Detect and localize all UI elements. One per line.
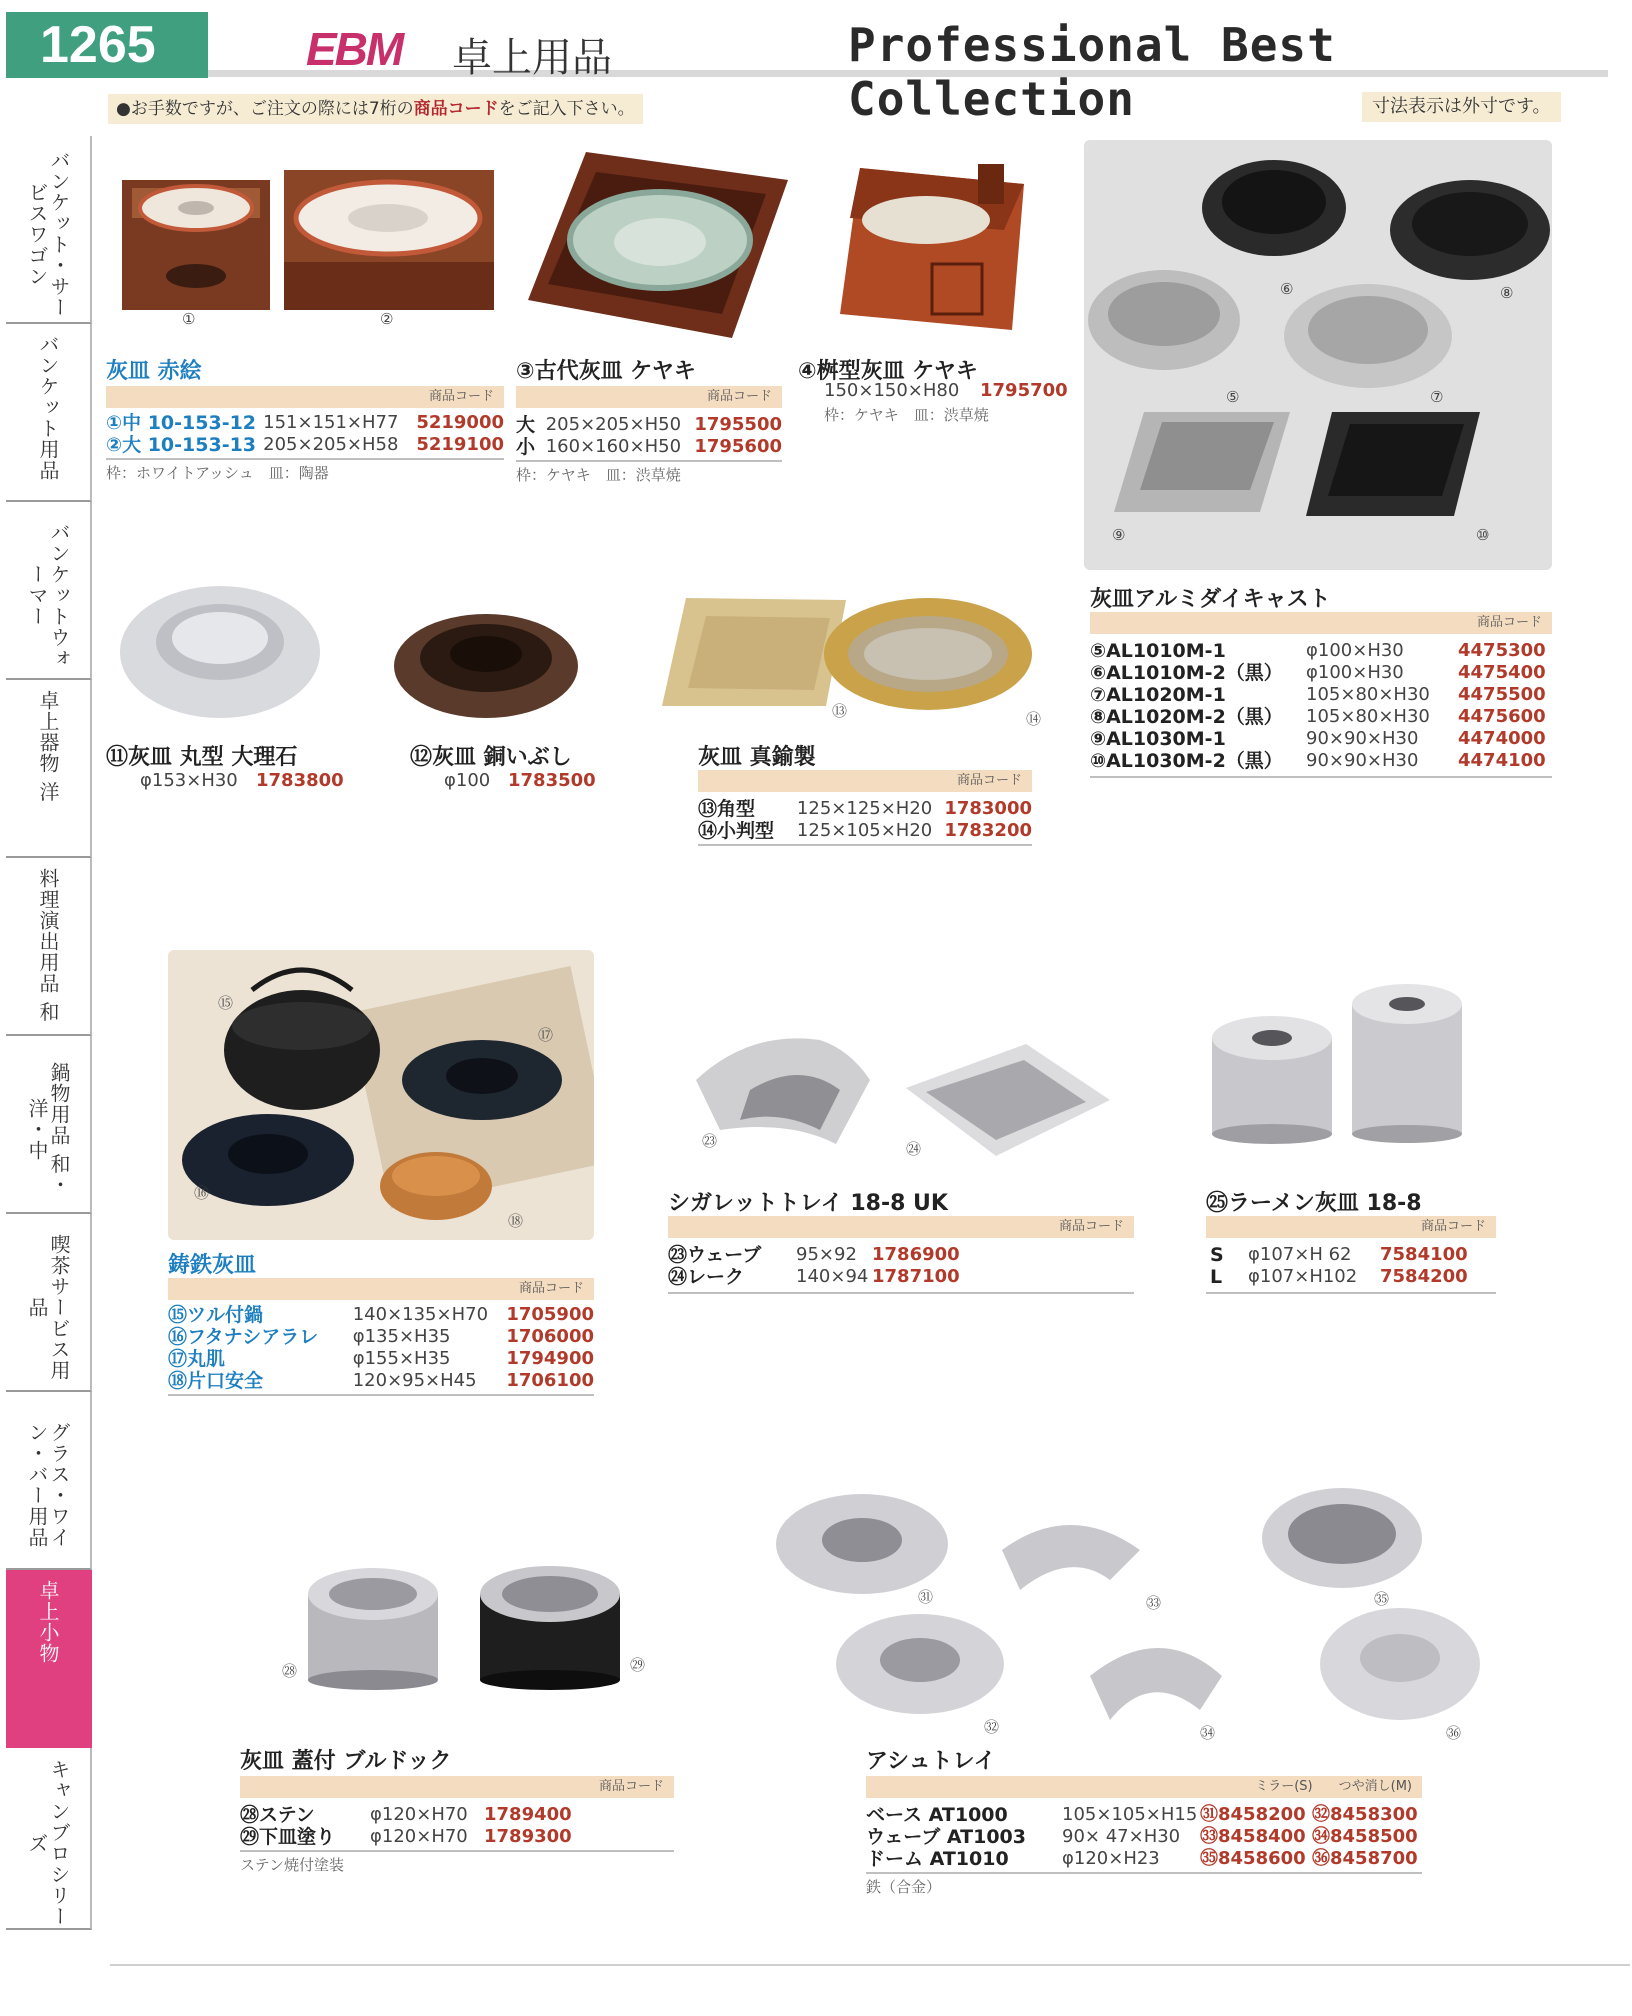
sidebar-item-cuisine-japanese[interactable] — [6, 858, 92, 1036]
table-row — [1210, 1244, 1496, 1266]
table-row — [866, 1848, 1422, 1870]
row-code-mirror: ㉝8458400 — [1200, 1826, 1306, 1847]
item-label-29: ㉙ — [630, 1656, 646, 1674]
divider — [240, 1850, 674, 1852]
item-label-18: ⑱ — [508, 1212, 524, 1230]
divider — [668, 1292, 1134, 1294]
row-name: ⑰丸肌 — [168, 1348, 226, 1370]
item-label-9: ⑨ — [1112, 526, 1126, 544]
row-size: φ100×H30 — [1306, 640, 1404, 661]
item-label-15: ⑮ — [218, 994, 234, 1012]
cigarette-tray-image — [690, 1020, 1120, 1160]
row-code: 4475600 — [1458, 706, 1546, 727]
sidebar-item-pot-goods[interactable] — [6, 1036, 92, 1214]
row-size: φ100×H30 — [1306, 662, 1404, 683]
item-label-6: ⑥ — [1280, 280, 1294, 298]
row-size: φ153×H30 — [140, 770, 238, 791]
row-name: L — [1210, 1266, 1223, 1288]
product-title-marble: ⑪灰皿 丸型 大理石 — [106, 745, 298, 770]
material-note: 枠：ケヤキ 皿：渋草焼 — [516, 466, 681, 484]
row-code-matte: ㉜8458300 — [1312, 1804, 1418, 1825]
product-title-masu: ④桝型灰皿 ケヤキ — [798, 359, 978, 384]
sidebar-label: キャンブロシリーズ — [25, 1759, 71, 1927]
sidebar-item-cafe-service[interactable] — [6, 1214, 92, 1392]
item-label-23: ㉓ — [702, 1132, 718, 1150]
table-row — [824, 380, 1068, 402]
row-name: ⑭小判型 — [698, 820, 775, 842]
item-label-2: ② — [380, 310, 394, 328]
row-size: 125×105×H20 — [796, 820, 933, 841]
akae-ashtray-image — [118, 166, 498, 316]
row-code: 1789300 — [484, 1826, 572, 1847]
row-code: 4475500 — [1458, 684, 1546, 705]
sidebar-item-banquet-wagon[interactable] — [6, 136, 92, 324]
aluminium-ashtray-photo — [1084, 140, 1552, 570]
product-title-ramen: ㉕ラーメン灰皿 18-8 — [1206, 1191, 1422, 1216]
row-size: φ107×H102 — [1248, 1266, 1358, 1287]
row-size: 205×205×H58 — [263, 434, 399, 455]
row-size: 125×125×H20 — [796, 798, 933, 819]
table-row — [106, 434, 504, 456]
row-name: 小 — [516, 436, 536, 458]
row-size: 90×90×H30 — [1306, 728, 1419, 749]
table-row — [866, 1804, 1422, 1826]
code-header: 商品コード — [240, 1776, 674, 1798]
row-size: 105×105×H15 — [1062, 1804, 1198, 1825]
row-name: ⑬角型 — [698, 798, 756, 820]
table-row — [444, 770, 596, 792]
row-name: ⑧AL1020M-2（黒） — [1090, 706, 1283, 728]
material-note: ステン焼付塗装 — [240, 1856, 344, 1874]
order-notice — [108, 94, 643, 124]
sidebar-label: 卓上小物 — [36, 1580, 60, 1664]
size-notice: 寸法表示は外寸です。 — [1362, 92, 1561, 122]
bulldog-ashtray-image — [300, 1560, 630, 1690]
sidebar-label: バンケットウォーマー — [25, 521, 71, 669]
product-table-marble — [140, 770, 344, 792]
table-row — [516, 414, 782, 436]
product-title-cast-iron: 鋳鉄灰皿 — [168, 1253, 257, 1278]
row-name: ウェーブ AT1003 — [866, 1826, 1026, 1848]
row-code-mirror: ㉛8458200 — [1200, 1804, 1306, 1825]
table-row — [866, 1826, 1422, 1848]
table-row — [698, 798, 1032, 820]
notice-bold: 商品コード — [413, 99, 499, 119]
table-row — [1090, 684, 1552, 706]
collection-title: Professional Best Collection — [848, 18, 1336, 126]
sidebar-label: バンケット・サービスワゴン — [25, 150, 71, 318]
row-name: ⑯フタナシアラレ — [168, 1326, 319, 1348]
product-table-kodai — [516, 414, 782, 458]
table-row — [1210, 1266, 1496, 1288]
row-size: 140×94 — [796, 1266, 869, 1287]
row-size: 95×92 — [796, 1244, 857, 1265]
row-code: 1706100 — [506, 1370, 594, 1391]
row-name: 大 — [516, 414, 536, 436]
product-table-akae — [106, 412, 504, 456]
row-name: S — [1210, 1244, 1224, 1266]
notice-text: ●お手数ですが、ご注文の際には7桁の — [116, 99, 414, 119]
page-number: 1265 — [6, 12, 208, 78]
notice-text-end: をご記入下さい。 — [498, 99, 635, 119]
table-row — [668, 1244, 1134, 1266]
item-label-7: ⑦ — [1430, 388, 1444, 406]
row-name: ⑱片口安全 — [168, 1370, 264, 1392]
row-size: 90× 47×H30 — [1062, 1826, 1181, 1847]
code-header: 商品コード — [106, 386, 504, 408]
row-size: 90×90×H30 — [1306, 750, 1419, 771]
row-size: φ155×H35 — [352, 1348, 451, 1369]
row-size: φ107×H 62 — [1248, 1244, 1352, 1265]
item-label-8: ⑧ — [1500, 284, 1514, 302]
row-name: ドーム AT1010 — [866, 1848, 1009, 1870]
row-size: φ135×H35 — [352, 1326, 451, 1347]
row-name: ⑦AL1020M-1 — [1090, 684, 1226, 706]
table-row — [240, 1826, 674, 1848]
table-row — [140, 770, 344, 792]
sidebar-label: 鍋物用品 和・洋・中 — [25, 1062, 71, 1196]
row-name: ⑩AL1030M-2（黒） — [1090, 750, 1283, 772]
table-row — [1090, 662, 1552, 684]
row-code: 1795500 — [694, 414, 782, 435]
product-table-aluminium — [1090, 640, 1552, 772]
material-note: 枠：ホワイトアッシュ 皿：陶器 — [106, 464, 329, 482]
item-label-28: ㉘ — [282, 1662, 298, 1680]
row-code: 1783000 — [944, 798, 1032, 819]
product-table-brass — [698, 798, 1032, 842]
row-code-mirror: ㉟8458600 — [1200, 1848, 1306, 1869]
row-code: 1783500 — [508, 770, 596, 791]
row-code: 1787100 — [872, 1266, 960, 1287]
row-size: 105×80×H30 — [1306, 684, 1430, 705]
table-row — [1090, 750, 1552, 772]
row-size: 150×150×H80 — [824, 380, 960, 401]
sidebar-item-table-western[interactable] — [6, 680, 92, 858]
row-size: 140×135×H70 — [352, 1304, 489, 1325]
row-code: 4475300 — [1458, 640, 1546, 661]
brand-logo: EBM — [306, 23, 403, 75]
row-code-matte: ㉞8458500 — [1312, 1826, 1418, 1847]
item-label-33: ㉝ — [1146, 1594, 1162, 1612]
code-header: 商品コード — [1206, 1216, 1496, 1238]
row-code: 4475400 — [1458, 662, 1546, 683]
sidebar-item-table-accessories[interactable] — [6, 1570, 92, 1748]
row-size: φ120×H70 — [370, 1804, 468, 1825]
sidebar-item-glass-bar[interactable] — [6, 1392, 92, 1570]
sidebar-label: グラス・ワイン・バー用品 — [25, 1422, 71, 1548]
column-matte: つや消し(M) — [1338, 1779, 1412, 1794]
divider — [1090, 776, 1552, 778]
row-name: ベース AT1000 — [866, 1804, 1008, 1826]
row-size: 160×160×H50 — [545, 436, 682, 457]
item-label-24: ㉔ — [906, 1140, 922, 1158]
product-table-cigarette-tray — [668, 1244, 1134, 1288]
column-mirror: ミラー(S) — [1255, 1779, 1313, 1794]
masu-ashtray-image — [836, 164, 1028, 336]
sidebar-label: 料理演出用品 和 — [36, 868, 60, 1023]
table-row — [168, 1304, 594, 1326]
item-label-31: ㉛ — [918, 1588, 934, 1606]
footer-divider — [110, 1964, 1630, 1966]
table-row — [168, 1326, 594, 1348]
divider — [516, 460, 782, 462]
product-title-bulldog: 灰皿 蓋付 ブルドック — [240, 1749, 452, 1774]
product-title-copper: ⑫灰皿 銅いぶし — [410, 745, 572, 770]
row-size: φ120×H70 — [370, 1826, 468, 1847]
table-row — [668, 1266, 1134, 1288]
row-size: φ100 — [444, 770, 491, 791]
product-table-cast-iron — [168, 1304, 594, 1392]
sidebar-item-banquet-goods[interactable] — [6, 324, 92, 502]
item-label-34: ㉞ — [1200, 1724, 1216, 1742]
table-row — [168, 1370, 594, 1392]
row-size: 120×95×H45 — [352, 1370, 477, 1391]
table-row — [516, 436, 782, 458]
table-row — [240, 1804, 674, 1826]
sidebar-item-cambro-series[interactable] — [6, 1748, 92, 1930]
row-code: 4474000 — [1458, 728, 1546, 749]
sidebar-label: バンケット用品 — [36, 334, 60, 481]
ash-tray-image — [770, 1480, 1486, 1740]
table-row — [168, 1348, 594, 1370]
row-name: ⑮ツル付鍋 — [168, 1304, 264, 1326]
item-label-35: ㉟ — [1374, 1590, 1390, 1608]
row-size: 205×205×H50 — [545, 414, 682, 435]
table-row — [1090, 706, 1552, 728]
row-code: 1789400 — [484, 1804, 572, 1825]
divider — [698, 844, 1032, 846]
row-code: 1783200 — [944, 820, 1032, 841]
row-code: 1795600 — [694, 436, 782, 457]
row-code: 4474100 — [1458, 750, 1546, 771]
row-name: ⑨AL1030M-1 — [1090, 728, 1226, 750]
code-header: 商品コード — [668, 1216, 1134, 1238]
row-name: ⑤AL1010M-1 — [1090, 640, 1226, 662]
ramen-ashtray-image — [1206, 984, 1466, 1144]
row-size: 151×151×H77 — [263, 412, 399, 433]
divider — [1206, 1292, 1496, 1294]
item-label-17: ⑰ — [538, 1026, 554, 1044]
row-name: ㉔レーク — [668, 1266, 745, 1288]
row-code: 1794900 — [506, 1348, 594, 1369]
row-code: 7584200 — [1380, 1266, 1468, 1287]
row-name: ①中 10-153-12 — [106, 412, 257, 434]
row-code: 1783800 — [256, 770, 344, 791]
row-code: 1706000 — [506, 1326, 594, 1347]
item-label-36: ㊱ — [1446, 1724, 1462, 1742]
product-table-ramen — [1210, 1244, 1496, 1288]
divider — [866, 1872, 1422, 1874]
row-size: φ120×H23 — [1062, 1848, 1160, 1869]
item-label-14: ⑭ — [1026, 710, 1042, 728]
product-table-masu — [824, 380, 1068, 402]
item-label-32: ㉜ — [984, 1718, 1000, 1736]
item-label-16: ⑯ — [194, 1184, 210, 1202]
item-label-13: ⑬ — [832, 702, 848, 720]
material-note: 枠：ケヤキ 皿：渋草焼 — [824, 406, 989, 424]
table-row — [106, 412, 504, 434]
category-title: 卓上用品 — [452, 35, 612, 81]
row-code: 1786900 — [872, 1244, 960, 1265]
product-table-ash-tray — [866, 1804, 1422, 1870]
divider — [168, 1394, 594, 1396]
row-name: ㉘ステン — [240, 1804, 315, 1826]
product-title-cigarette-tray: シガレットトレイ 18-8 UK — [668, 1191, 948, 1216]
material-note: 鉄（合金） — [866, 1878, 942, 1896]
sidebar-item-banquet-warmer[interactable] — [6, 502, 92, 680]
code-header: 商品コード — [1090, 612, 1552, 634]
code-header: 商品コード — [516, 386, 782, 408]
aluminium-ashtray-illustration — [1084, 140, 1552, 570]
product-table-bulldog — [240, 1804, 674, 1848]
sidebar-label: 喫茶サービス用品 — [25, 1233, 71, 1381]
row-code: 1795700 — [980, 380, 1068, 401]
code-header: 商品コード — [698, 770, 1032, 792]
row-size: 105×80×H30 — [1306, 706, 1430, 727]
table-row — [1090, 640, 1552, 662]
kodai-ashtray-image — [526, 150, 788, 340]
sidebar-label: 卓上器物 洋 — [36, 690, 60, 803]
item-label-5: ⑤ — [1226, 388, 1240, 406]
product-title-ash-tray: アシュトレイ — [866, 1749, 996, 1774]
row-code: 7584100 — [1380, 1244, 1468, 1265]
product-title-akae: 灰皿 赤絵 — [106, 359, 202, 384]
marble-copper-image — [120, 574, 590, 724]
code-header: 商品コード — [168, 1278, 594, 1300]
ash-tray-header — [866, 1776, 1422, 1798]
product-title-kodai: ③古代灰皿 ケヤキ — [516, 359, 696, 384]
product-title-brass: 灰皿 真鍮製 — [698, 745, 816, 770]
row-code: 5219100 — [416, 434, 504, 455]
item-label-10: ⑩ — [1476, 526, 1490, 544]
row-code: 5219000 — [416, 412, 504, 433]
table-row — [698, 820, 1032, 842]
row-name: ㉓ウェーブ — [668, 1244, 762, 1266]
product-table-copper — [444, 770, 596, 792]
product-title-aluminium: 灰皿アルミダイキャスト — [1090, 587, 1331, 612]
item-label-1: ① — [182, 310, 196, 328]
row-name: ②大 10-153-13 — [106, 434, 257, 456]
table-row — [1090, 728, 1552, 750]
brass-ashtray-image — [660, 594, 1040, 714]
divider — [106, 458, 504, 460]
row-name: ⑥AL1010M-2（黒） — [1090, 662, 1283, 684]
row-code-matte: ㊱8458700 — [1312, 1848, 1418, 1869]
row-code: 1705900 — [506, 1304, 594, 1325]
row-name: ㉙下皿塗り — [240, 1826, 336, 1848]
